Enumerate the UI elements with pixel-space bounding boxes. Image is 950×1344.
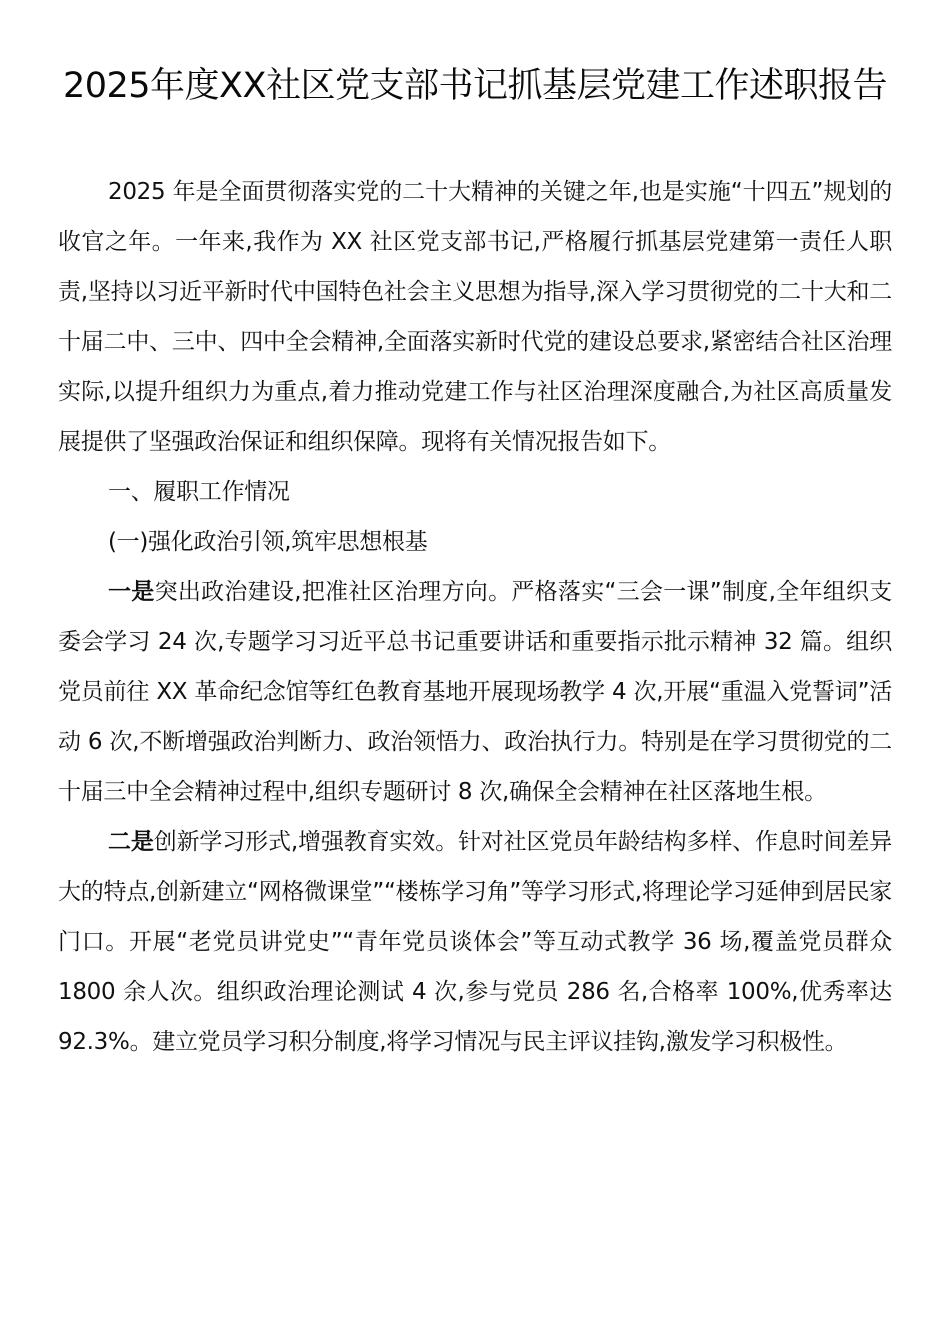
document-page xyxy=(58,62,892,1067)
item-paragraph-1 xyxy=(58,567,892,817)
document-body xyxy=(58,167,892,1067)
item-text: 突出政治建设,把准社区治理方向。严格落实“三会一课”制度,全年组织支委会学习 24 次,专题学习习近平总书记重要讲话和重要指示批示精神 32 篇。组织党员前往 XX 革命纪念馆等红色教育基地开展现场教学 4 次,开展“重温入党誓词”活动 6 次,不断增强政治判断力、政治领悟力、政治执行力。特别是在学习贯彻党的二十届三中全会精神过程中,组织专题研讨 8 次,确保全会精神在社区落地生根。 xyxy=(58,579,892,805)
subsection-heading: (一)强化政治引领,筑牢思想根基 xyxy=(108,529,428,555)
item-paragraph-2 xyxy=(58,817,892,1067)
intro-paragraph: 2025 年是全面贯彻落实党的二十大精神的关键之年,也是实施“十四五”规划的收官之年。一年来,我作为 XX 社区党支部书记,严格履行抓基层党建第一责任人职责,坚持以习近平新时代中国特色社会主义思想为指导,深入学习贯彻党的二十大和二十届二中、三中、四中全会精神,全面落实新时代党的建设总要求,紧密结合社区治理实际,以提升组织力为重点,着力推动党建工作与社区治理深度融合,为社区高质量发展提供了坚强政治保证和组织保障。现将有关情况报告如下。 xyxy=(58,179,892,455)
item-lead: 一是 xyxy=(108,579,155,605)
section-heading: 一、履职工作情况 xyxy=(108,479,290,505)
document-title: 2025年度XX社区党支部书记抓基层党建工作述职报告 xyxy=(62,66,888,106)
item-text: 创新学习形式,增强教育实效。针对社区党员年龄结构多样、作息时间差异大的特点,创新建立“网格微课堂”“楼栋学习角”等学习形式,将理论学习延伸到居民家门口。开展“老党员讲党史”“青年党员谈体会”等互动式教学 36 场,覆盖党员群众 1800 余人次。组织政治理论测试 4 次,参与党员 286 名,合格率 100%,优秀率达 92.3%。建立党员学习积分制度,将学习情况与民主评议挂钩,激发学习积极性。 xyxy=(58,829,892,1055)
item-lead: 二是 xyxy=(108,829,154,855)
